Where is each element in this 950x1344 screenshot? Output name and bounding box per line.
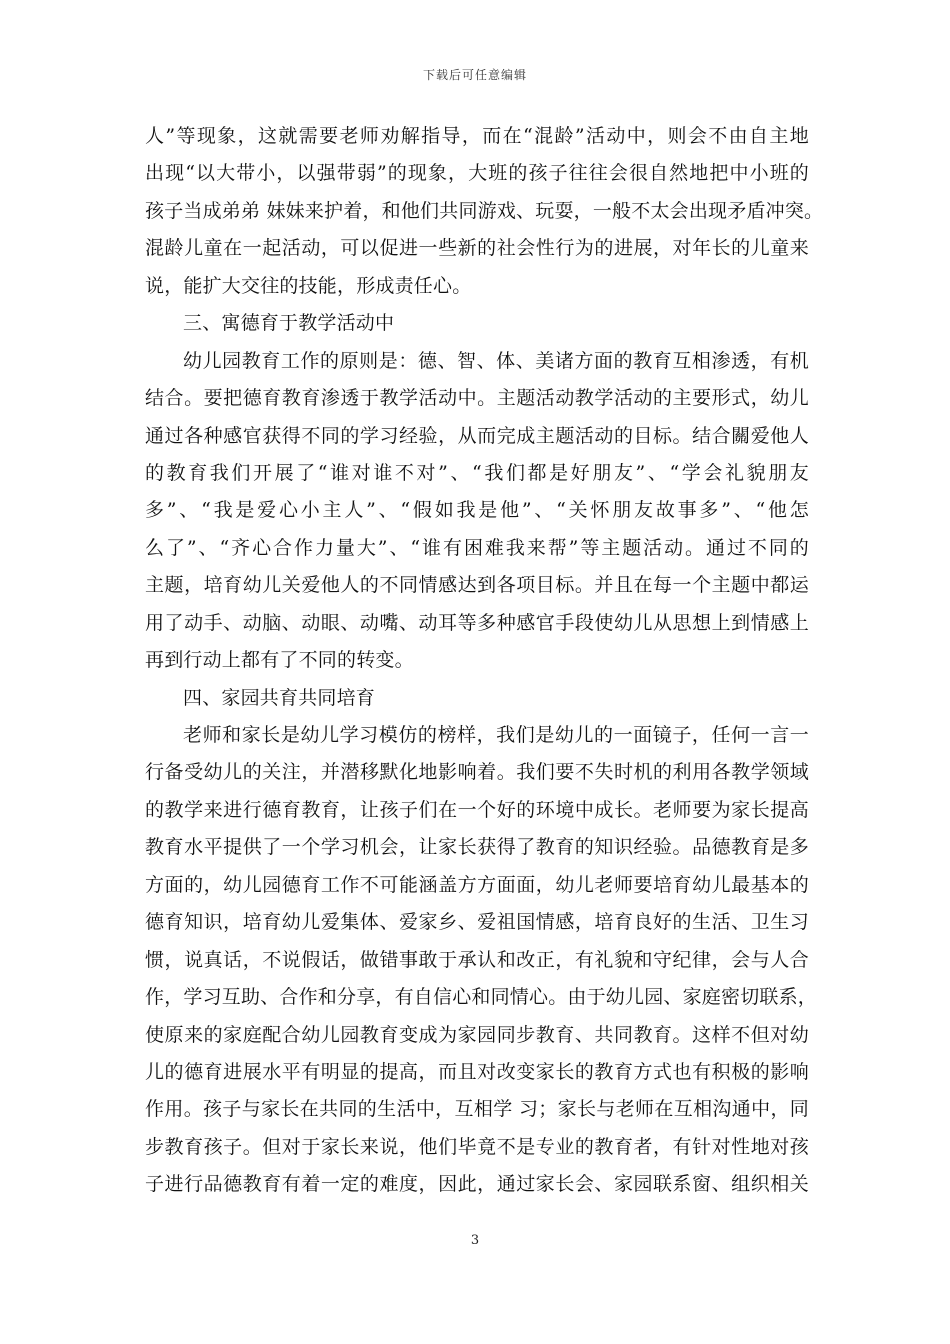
section-heading: 四、家园共育共同培育: [183, 686, 376, 709]
body-line: 行备受幼儿的关注，并潜移默化地影响着。我们要不失时机的利用各教学领域: [145, 761, 809, 784]
body-line: 么了”、“齐心合作力量大”、“谁有困难我来帮”等主题活动。通过不同的: [145, 536, 809, 559]
body-line: 说，能扩大交往的技能，形成责任心。: [145, 274, 472, 297]
body-line: 作，学习互助、合作和分享，有自信心和同情心。由于幼儿园、家庭密切联系，: [145, 986, 818, 1009]
body-line: 教育水平提供了一个学习机会，让家长获得了教育的知识经验。品德教育是多: [145, 836, 809, 859]
body-line: 的教育我们开展了“谁对谁不对”、“我们都是好朋友”、“学会礼貌朋友: [145, 461, 809, 484]
body-line: 结合。要把德育教育渗透于教学活动中。主题活动教学活动的主要形式，幼儿: [145, 387, 809, 410]
page-number: 3: [470, 1233, 480, 1248]
body-line: 通过各种感官获得不同的学习经验，从而完成主题活动的目标。结合關爱他人: [145, 424, 809, 447]
body-line: 孩子当成弟弟 妹妹来护着，和他们共同游戏、玩耍，一般不太会出现矛盾冲突。: [145, 199, 824, 222]
body-line: 儿的德育进展水平有明显的提高，而且对改变家长的教育方式也有积极的影响: [145, 1060, 809, 1083]
body-line: 步教育孩子。但对于家长来说，他们毕竟不是专业的教育者，有针对性地对孩: [145, 1135, 809, 1158]
body-line: 幼儿园教育工作的原则是：德、智、体、美诸方面的教育互相渗透，有机: [183, 349, 809, 372]
document-body: [145, 118, 824, 1204]
body-line: 使原来的家庭配合幼儿园教育变成为家园同步教育、共同教育。这样不但对幼: [145, 1023, 809, 1046]
body-line: 德育知识，培育幼儿爱集体、爱家乡、爱祖国情感，培育良好的生活、卫生习: [145, 911, 809, 934]
section-heading: 三、寓德育于教学活动中: [183, 312, 395, 335]
body-line: 多”、“我是爱心小主人”、“假如我是他”、“关怀朋友故事多”、“他怎: [145, 499, 809, 522]
body-line: 人”等现象，这就需要老师劝解指导，而在“混龄”活动中，则会不由自主地: [145, 125, 809, 147]
body-line: 混龄儿童在一起活动，可以促进一些新的社会性行为的进展，对年长的儿童来: [145, 237, 809, 260]
body-line: 主题，培育幼儿关爱他人的不同情感达到各项目标。并且在每一个主题中都运: [145, 574, 809, 597]
body-line: 出现“以大带小，以强带弱”的现象，大班的孩子往往会很自然地把中小班的: [145, 162, 809, 185]
body-line: 惯，说真话，不说假话，做错事敢于承认和改正，有礼貌和守纪律，会与人合: [145, 948, 809, 971]
page-header-note: 下载后可任意编辑: [422, 68, 527, 82]
body-line: 再到行动上都有了不同的转变。: [145, 649, 414, 672]
body-line: 的教学来进行德育教育，让孩子们在一个好的环境中成长。老师要为家长提高: [145, 798, 809, 821]
body-line: 作用。孩子与家长在共同的生活中，互相学 习；家长与老师在互相沟通中，同: [145, 1098, 809, 1121]
body-line: 方面的，幼儿园德育工作不可能涵盖方方面面，幼儿老师要培育幼儿最基本的: [145, 873, 809, 896]
body-line: 用了动手、动脑、动眼、动嘴、动耳等多种感官手段使幼儿从思想上到情感上: [145, 611, 809, 634]
body-line: 子进行品德教育有着一定的难度，因此，通过家长会、家园联系窗、组织相关: [145, 1173, 809, 1196]
body-line: 老师和家长是幼儿学习模仿的榜样，我们是幼儿的一面镜子，任何一言一: [183, 724, 809, 746]
